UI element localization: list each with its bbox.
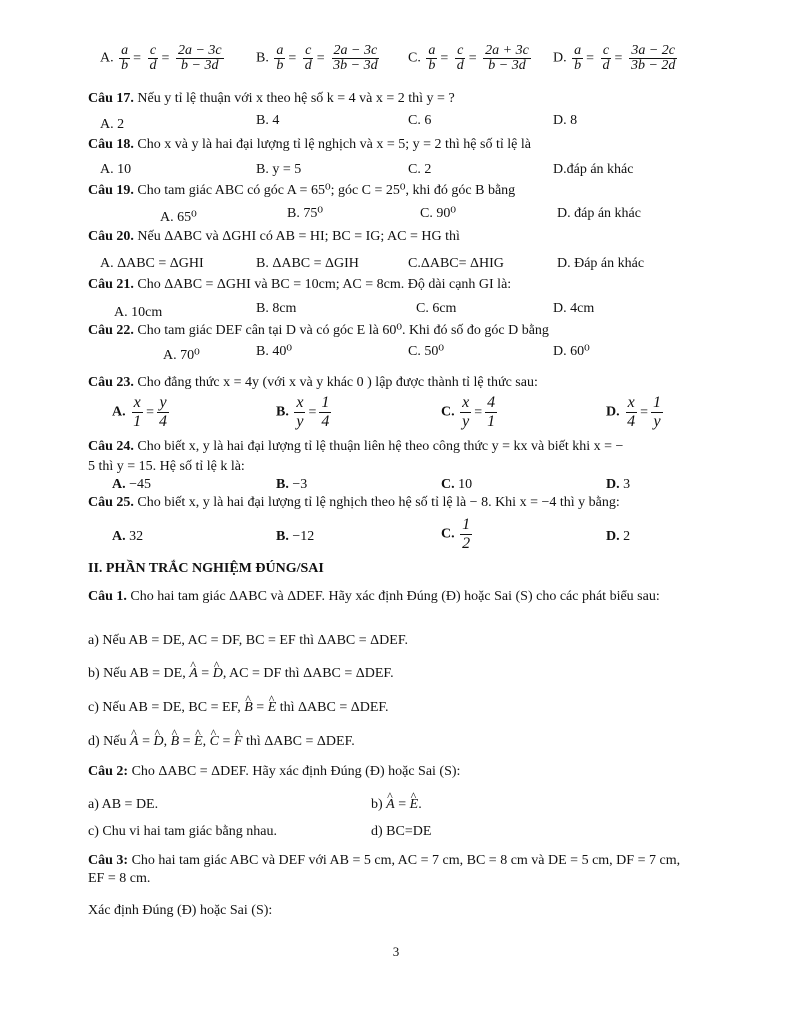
q18-option-c: C. 2 <box>408 162 432 177</box>
q17-option-d: D. 8 <box>553 113 578 128</box>
q24-option-d: D. 3 <box>606 477 631 492</box>
q16-option-a: A. $\frac{a}{b}$ = $\frac{c}{d}$ = $\frac{2a - 3c}{b - 3d}$ <box>100 43 222 73</box>
q25-option-a: A. 32 <box>112 529 144 544</box>
tf2-statement-d: d) BC=DE <box>371 824 432 839</box>
q18-option-d: D.đáp án khác <box>553 162 634 177</box>
q19-option-b: B. 75⁰ <box>287 206 323 221</box>
q24-option-a: A. −45 <box>112 477 152 492</box>
tf1-stem: Câu 1. Cho hai tam giác ΔABC và ΔDEF. Hãy xác định Đúng (Đ) hoặc Sai (S) cho các phát biểu sau: <box>88 589 660 604</box>
q25-stem: Câu 25. Cho biết x, y là hai đại lượng tỉ lệ nghịch theo hệ số tỉ lệ là − 8. Khi x = −4 thì y bằng: <box>88 495 620 510</box>
q22-option-a: A. 70⁰ <box>163 348 200 363</box>
q20-option-b: B. ΔABC = ΔGIH <box>256 256 359 271</box>
q22-option-c: C. 50⁰ <box>408 344 444 359</box>
tf1-statement-d: d) Nếu ^ A = ^ D, ^ B = ^ E, ^ C = ^ F thì ΔABC = ΔDEF. <box>88 733 697 751</box>
q21-option-c: C. 6cm <box>416 301 457 316</box>
q16-option-d: D. $\frac{a}{b}$ = $\frac{c}{d}$ = $\frac{3a - 2c}{3b - 2d}$ <box>553 43 676 73</box>
tf3-stem: Câu 3: Cho hai tam giác ABC và DEF với AB = 5 cm, AC = 7 cm, BC = 8 cm và DE = 5 cm, DF = 7 cm, EF = 8 cm. <box>88 853 681 886</box>
q20-option-d: D. Đáp án khác <box>557 256 645 271</box>
q24-stem-cont: 5 thì y = 15. Hệ số tỉ lệ k là: <box>88 459 245 474</box>
q23-stem: Câu 23. Cho đẳng thức x = 4y (với x và y khác 0 ) lập được thành tỉ lệ thức sau: <box>88 375 538 390</box>
q25-option-c: C. $\frac{1}{2}$ <box>441 516 471 552</box>
tf3-instruction: Xác định Đúng (Đ) hoặc Sai (S): <box>88 903 273 918</box>
tf2-statement-c: c) Chu vi hai tam giác bằng nhau. <box>88 824 277 839</box>
q25-option-b: B. −12 <box>276 529 315 544</box>
q23-option-b: B. $\frac{x}{y}$ = $\frac{1}{4}$ <box>276 394 330 430</box>
tf1-statement-a: a) Nếu AB = DE, AC = DF, BC = EF thì ΔABC = ΔDEF. <box>88 633 408 648</box>
q24-stem: Câu 24. Cho biết x, y là hai đại lượng tỉ lệ thuận liên hệ theo công thức y = kx và biết khi x = − <box>88 439 624 454</box>
q25-option-d: D. 2 <box>606 529 631 544</box>
q19-option-c: C. 90⁰ <box>420 206 456 221</box>
q17-option-a: A. 2 <box>100 117 125 132</box>
q19-option-a: A. 65⁰ <box>160 210 197 225</box>
q21-stem: Câu 21. Cho ΔABC = ΔGHI và BC = 10cm; AC = 8cm. Độ dài cạnh GI là: <box>88 277 512 292</box>
q21-option-b: B. 8cm <box>256 301 297 316</box>
q20-stem: Câu 20. Nếu ΔABC và ΔGHI có AB = HI; BC = IG; AC = HG thì <box>88 229 460 244</box>
q17-option-c: C. 6 <box>408 113 432 128</box>
q16-option-b: B. $\frac{a}{b}$ = $\frac{c}{d}$ = $\frac{2a - 3c}{3b - 3d}$ <box>256 43 378 73</box>
q22-stem: Câu 22. Cho tam giác DEF cân tại D và có góc E là 60⁰. Khi đó số đo góc D bằng <box>88 323 549 338</box>
section-heading: II. PHẦN TRẮC NGHIỆM ĐÚNG/SAI <box>88 561 324 576</box>
q23-option-c: C. $\frac{x}{y}$ = $\frac{4}{1}$ <box>441 394 496 430</box>
q16-option-c: C. $\frac{a}{b}$ = $\frac{c}{d}$ = $\frac{2a + 3c}{b - 3d}$ <box>408 43 529 73</box>
q21-option-d: D. 4cm <box>553 301 595 316</box>
q24-option-c: C. 10 <box>441 477 473 492</box>
q17-option-b: B. 4 <box>256 113 280 128</box>
q20-option-c: C.ΔABC= ΔHIG <box>408 256 504 271</box>
q19-option-d: D. đáp án khác <box>557 206 641 221</box>
q18-option-b: B. y = 5 <box>256 162 302 177</box>
q17-stem: Câu 17. Nếu y tỉ lệ thuận với x theo hệ số k = 4 và x = 2 thì y = ? <box>88 91 455 106</box>
q23-option-a: A. $\frac{x}{1}$ = $\frac{y}{4}$ <box>112 394 168 430</box>
q20-option-a: A. ΔABC = ΔGHI <box>100 256 204 271</box>
q21-option-a: A. 10cm <box>114 305 163 320</box>
q22-option-d: D. 60⁰ <box>553 344 590 359</box>
tf2-stem: Câu 2: Cho ΔABC = ΔDEF. Hãy xác định Đúng (Đ) hoặc Sai (S): <box>88 764 461 779</box>
tf1-statement-b: b) Nếu AB = DE, ^ A = ^ D, AC = DF thì ΔABC = ΔDEF. <box>88 665 697 683</box>
q18-option-a: A. 10 <box>100 162 132 177</box>
tf1-statement-c: c) Nếu AB = DE, BC = EF, ^ B = ^ E thì ΔABC = ΔDEF. <box>88 699 697 717</box>
q19-stem: Câu 19. Cho tam giác ABC có góc A = 65⁰; góc C = 25⁰, khi đó góc B bằng <box>88 183 516 198</box>
q24-option-b: B. −3 <box>276 477 308 492</box>
page-number: 3 <box>392 944 400 959</box>
q22-option-b: B. 40⁰ <box>256 344 292 359</box>
q23-option-d: D. $\frac{x}{4}$ = $\frac{1}{y}$ <box>606 394 662 430</box>
tf2-statement-b: b) ^ A = ^ E. <box>371 796 422 814</box>
tf2-statement-a: a) AB = DE. <box>88 797 159 812</box>
q18-stem: Câu 18. Cho x và y là hai đại lượng tỉ lệ nghịch và x = 5; y = 2 thì hệ số tỉ lệ là <box>88 137 531 152</box>
